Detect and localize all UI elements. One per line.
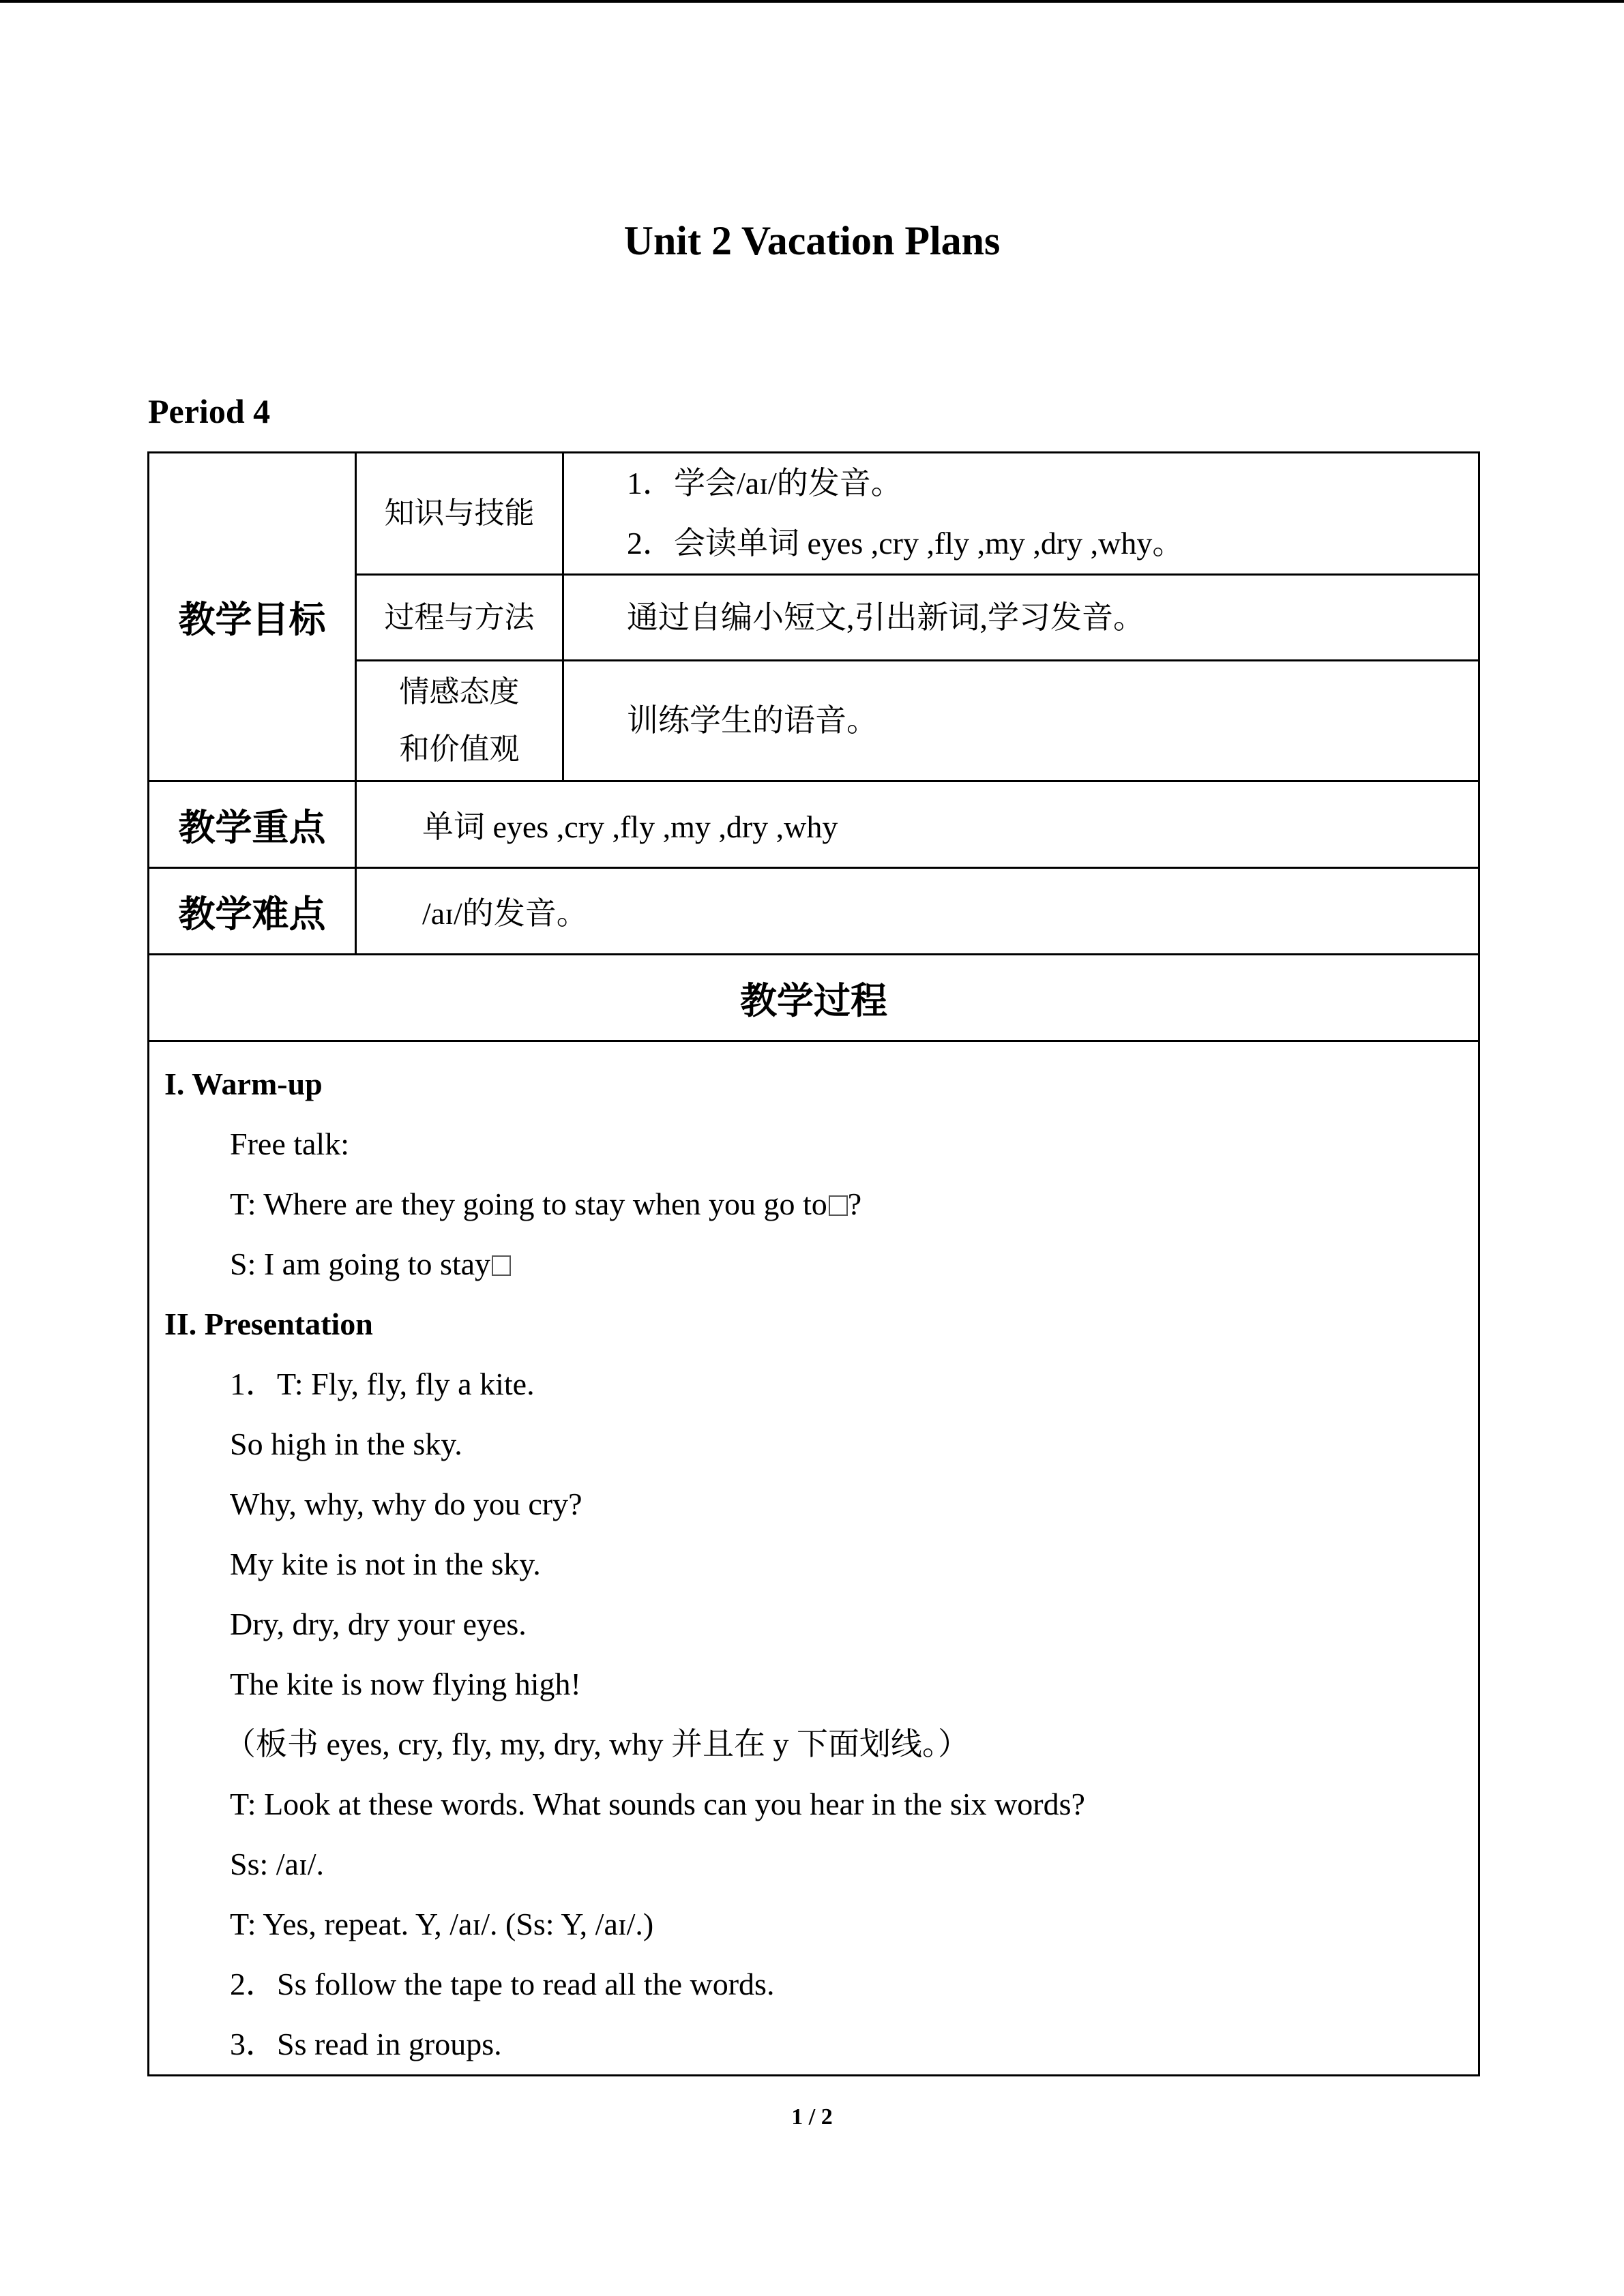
knowledge-skills-content <box>563 453 1479 575</box>
top-border-line <box>0 0 1624 3</box>
period-label: Period 4 <box>148 392 271 430</box>
key-points-label: 教学重点 <box>149 781 356 868</box>
presentation-line: The kite is now flying high! <box>230 1667 581 1701</box>
attitude-label-line-2: 和价值观 <box>399 732 520 766</box>
presentation-line: So high in the sky. <box>230 1427 462 1461</box>
warmup-question-text: T: Where are they going to stay when you go to <box>230 1187 827 1221</box>
attitude-label-line-1: 情感态度 <box>399 674 520 709</box>
presentation-line: Ss: /aɪ/. <box>230 1847 325 1881</box>
warmup-heading: I. Warm-up <box>164 1067 323 1101</box>
knowledge-line-2: 2．会读单词 eyes ,cry ,fly ,my ,dry ,why。 <box>627 526 1184 561</box>
presentation-line: T: Look at these words. What sounds can you hear in the six words? <box>230 1787 1085 1821</box>
page-number: 1 / 2 <box>791 2104 833 2130</box>
difficulties-content: /aɪ/的发音。 <box>356 868 1479 955</box>
process-method-label: 过程与方法 <box>356 575 563 661</box>
presentation-line: T: Yes, repeat. Y, /aɪ/. (Ss: Y, /aɪ/.) <box>230 1907 654 1941</box>
presentation-line: 3．Ss read in groups. <box>230 2027 502 2061</box>
missing-glyph-box <box>829 1195 848 1216</box>
presentation-line: Dry, dry, dry your eyes. <box>230 1607 527 1641</box>
presentation-line: （板书 eyes, cry, fly, my, dry, why 并且在 y 下面划线。） <box>224 1727 969 1761</box>
table-row <box>149 1041 1479 2076</box>
document-title: Unit 2 Vacation Plans <box>623 218 1001 263</box>
lesson-plan-table <box>147 451 1480 2076</box>
process-method-content: 通过自编小短文,引出新词,学习发音。 <box>563 575 1479 661</box>
warmup-question-mark: ? <box>847 1187 862 1221</box>
key-points-content: 单词 eyes ,cry ,fly ,my ,dry ,why <box>356 781 1479 868</box>
presentation-heading: II. Presentation <box>164 1307 373 1341</box>
table-row <box>149 453 1479 575</box>
table-row <box>149 955 1479 1041</box>
missing-glyph-box <box>492 1255 511 1276</box>
teaching-process-header: 教学过程 <box>149 955 1479 1041</box>
attitude-values-label <box>356 661 563 781</box>
warmup-line <box>149 1234 1478 1294</box>
teaching-process-content <box>149 1041 1479 2076</box>
presentation-line: My kite is not in the sky. <box>230 1547 541 1581</box>
warmup-line <box>149 1174 1478 1234</box>
knowledge-line-1: 1．学会/aɪ/的发音。 <box>627 466 902 501</box>
presentation-line: Why, why, why do you cry? <box>230 1487 582 1521</box>
difficulties-label: 教学难点 <box>149 868 356 955</box>
knowledge-skills-label: 知识与技能 <box>356 453 563 575</box>
presentation-line: 1．T: Fly, fly, fly a kite. <box>230 1367 535 1401</box>
warmup-answer-text: S: I am going to stay <box>230 1247 491 1281</box>
objectives-label: 教学目标 <box>149 453 356 781</box>
warmup-line: Free talk: <box>230 1127 349 1161</box>
presentation-line: 2．Ss follow the tape to read all the words. <box>230 1967 775 2001</box>
table-row <box>149 868 1479 955</box>
attitude-values-content: 训练学生的语音。 <box>563 661 1479 781</box>
table-row <box>149 781 1479 868</box>
